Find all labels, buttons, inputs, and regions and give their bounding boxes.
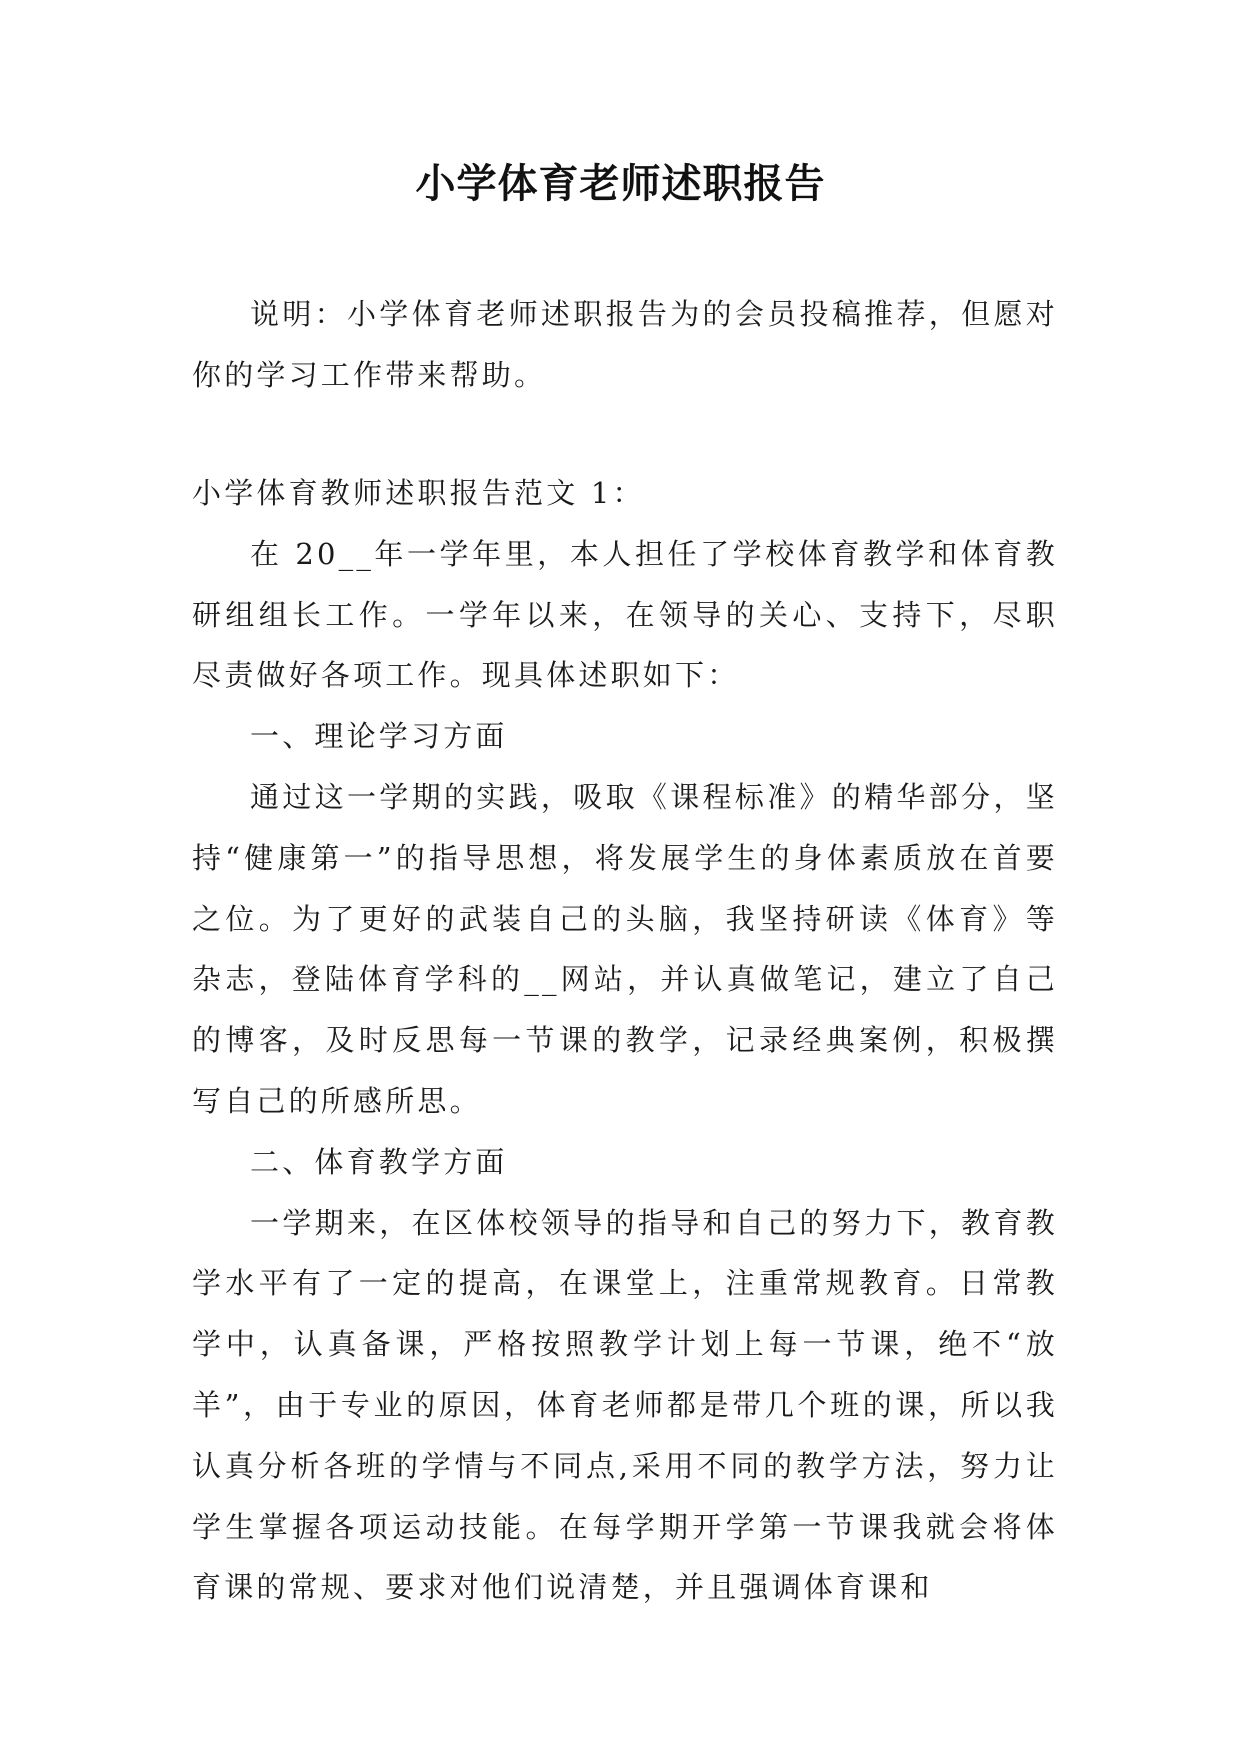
section-paragraph-theory: 通过这一学期的实践，吸取《课程标准》的精华部分，坚持“健康第一”的指导思想，将发展学生的身体素质放在首要之位。为了更好的武装自己的头脑，我坚持研读《体育》等杂志，登陆体育学科的__网站，并认真做笔记，建立了自己的博客，及时反思每一节课的教学，记录经典案例，积极撰写自己的所感所思。 — [192, 779, 1058, 1118]
sample-heading: 小学体育教师述职报告范文 1： — [192, 476, 645, 510]
note-paragraph: 说明：小学体育老师述职报告为的会员投稿推荐，但愿对你的学习工作带来帮助。 — [192, 297, 1058, 392]
section-heading-teaching: 二、体育教学方面 — [250, 1144, 508, 1179]
note-block — [192, 284, 1058, 406]
main-content — [192, 463, 1058, 1618]
section-paragraph-teaching: 一学期来，在区体校领导的指导和自己的努力下，教育教学水平有了一定的提高，在课堂上，注重常规教育。日常教学中，认真备课，严格按照教学计划上每一节课，绝不“放羊”，由于专业的原因，体育老师都是带几个班的课，所以我认真分析各班的学情与不同点,采用不同的教学方法，努力让学生掌握各项运动技能。在每学期开学第一节课我就会将体育课的常规、要求对他们说清楚，并且强调体育课和 — [192, 1205, 1058, 1605]
document-title: 小学体育老师述职报告 — [415, 161, 826, 207]
intro-paragraph: 在 20__年一学年里，本人担任了学校体育教学和体育教研组组长工作。一学年以来，在领导的关心、支持下，尽职尽责做好各项工作。现具体述职如下： — [192, 536, 1058, 693]
section-heading-theory: 一、理论学习方面 — [250, 719, 508, 754]
